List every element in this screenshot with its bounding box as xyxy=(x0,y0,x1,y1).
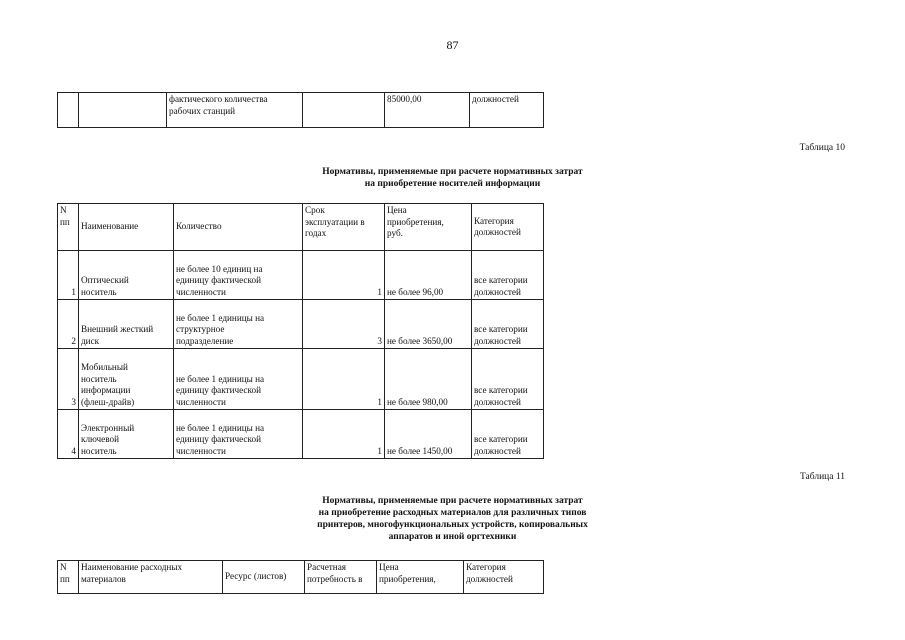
cell-price: не более 96,00 xyxy=(385,251,472,300)
table-10-title: Нормативы, применяемые при расчете нормативных затрат на приобретение носителей информации xyxy=(322,167,583,189)
table-10 xyxy=(57,203,544,459)
previous-table-fragment xyxy=(57,92,544,128)
table-row xyxy=(58,349,544,410)
header-name: Наименование xyxy=(79,204,174,251)
header-term: Срок эксплуатации в годах xyxy=(303,204,385,251)
cell-term: 1 xyxy=(303,410,385,459)
header-material-name: Наименование расходных материалов xyxy=(79,561,223,594)
table-row xyxy=(58,410,544,459)
cell-name: Внешний жесткий диск xyxy=(79,300,174,349)
cell-category: все категории должностей xyxy=(472,251,544,300)
cell-num: 2 xyxy=(58,300,79,349)
table-header-row xyxy=(58,204,544,251)
cell-quantity: не более 1 единицы на структурное подразделение xyxy=(174,300,303,349)
cell-num xyxy=(58,93,79,128)
cell-category: должностей xyxy=(470,93,544,128)
cell-quantity: не более 1 единицы на единицу фактической численности xyxy=(174,410,303,459)
header-num: N пп xyxy=(58,561,79,594)
table-10-caption: Таблица 10 xyxy=(799,143,845,153)
cell-category: все категории должностей xyxy=(472,300,544,349)
table-11-title: Нормативы, применяемые при расчете нормативных затрат на приобретение расходных материалов для различных типов принтеров, многофункциональных устройств, копировальных аппаратов и иной оргтехники xyxy=(317,496,588,542)
cell-price: не более 3650,00 xyxy=(385,300,472,349)
table-row xyxy=(58,251,544,300)
cell-term: 3 xyxy=(303,300,385,349)
table-row xyxy=(58,300,544,349)
header-num: N пп xyxy=(58,204,79,251)
header-need: Расчетная потребность в xyxy=(305,561,377,594)
cell-num: 4 xyxy=(58,410,79,459)
table-11 xyxy=(57,560,544,594)
cell-term xyxy=(303,93,385,128)
cell-name: Мобильный носитель информации (флеш-драйв) xyxy=(79,349,174,410)
cell-price: 85000,00 xyxy=(385,93,470,128)
table-row xyxy=(58,93,544,128)
cell-price: не более 980,00 xyxy=(385,349,472,410)
page-number: 87 xyxy=(446,38,459,52)
cell-quantity: не более 1 единицы на единицу фактической численности xyxy=(174,349,303,410)
cell-num: 1 xyxy=(58,251,79,300)
header-quantity: Количество xyxy=(174,204,303,251)
cell-category: все категории должностей xyxy=(472,410,544,459)
header-category: Категория должностей xyxy=(472,204,544,251)
header-price: Цена приобретения, руб. xyxy=(385,204,472,251)
cell-name xyxy=(79,93,167,128)
header-category: Категория должностей xyxy=(464,561,544,594)
cell-term: 1 xyxy=(303,349,385,410)
header-resource: Ресурс (листов) xyxy=(223,561,305,594)
cell-name: Электронный ключевой носитель xyxy=(79,410,174,459)
cell-num: 3 xyxy=(58,349,79,410)
cell-quantity: не более 10 единиц на единицу фактической численности xyxy=(174,251,303,300)
table-header-row xyxy=(58,561,544,594)
cell-term: 1 xyxy=(303,251,385,300)
cell-name: Оптический носитель xyxy=(79,251,174,300)
table-11-caption: Таблица 11 xyxy=(799,472,845,482)
header-price: Цена приобретения, xyxy=(377,561,464,594)
cell-description: фактического количества рабочих станций xyxy=(167,93,303,128)
cell-price: не более 1450,00 xyxy=(385,410,472,459)
cell-category: все категории должностей xyxy=(472,349,544,410)
